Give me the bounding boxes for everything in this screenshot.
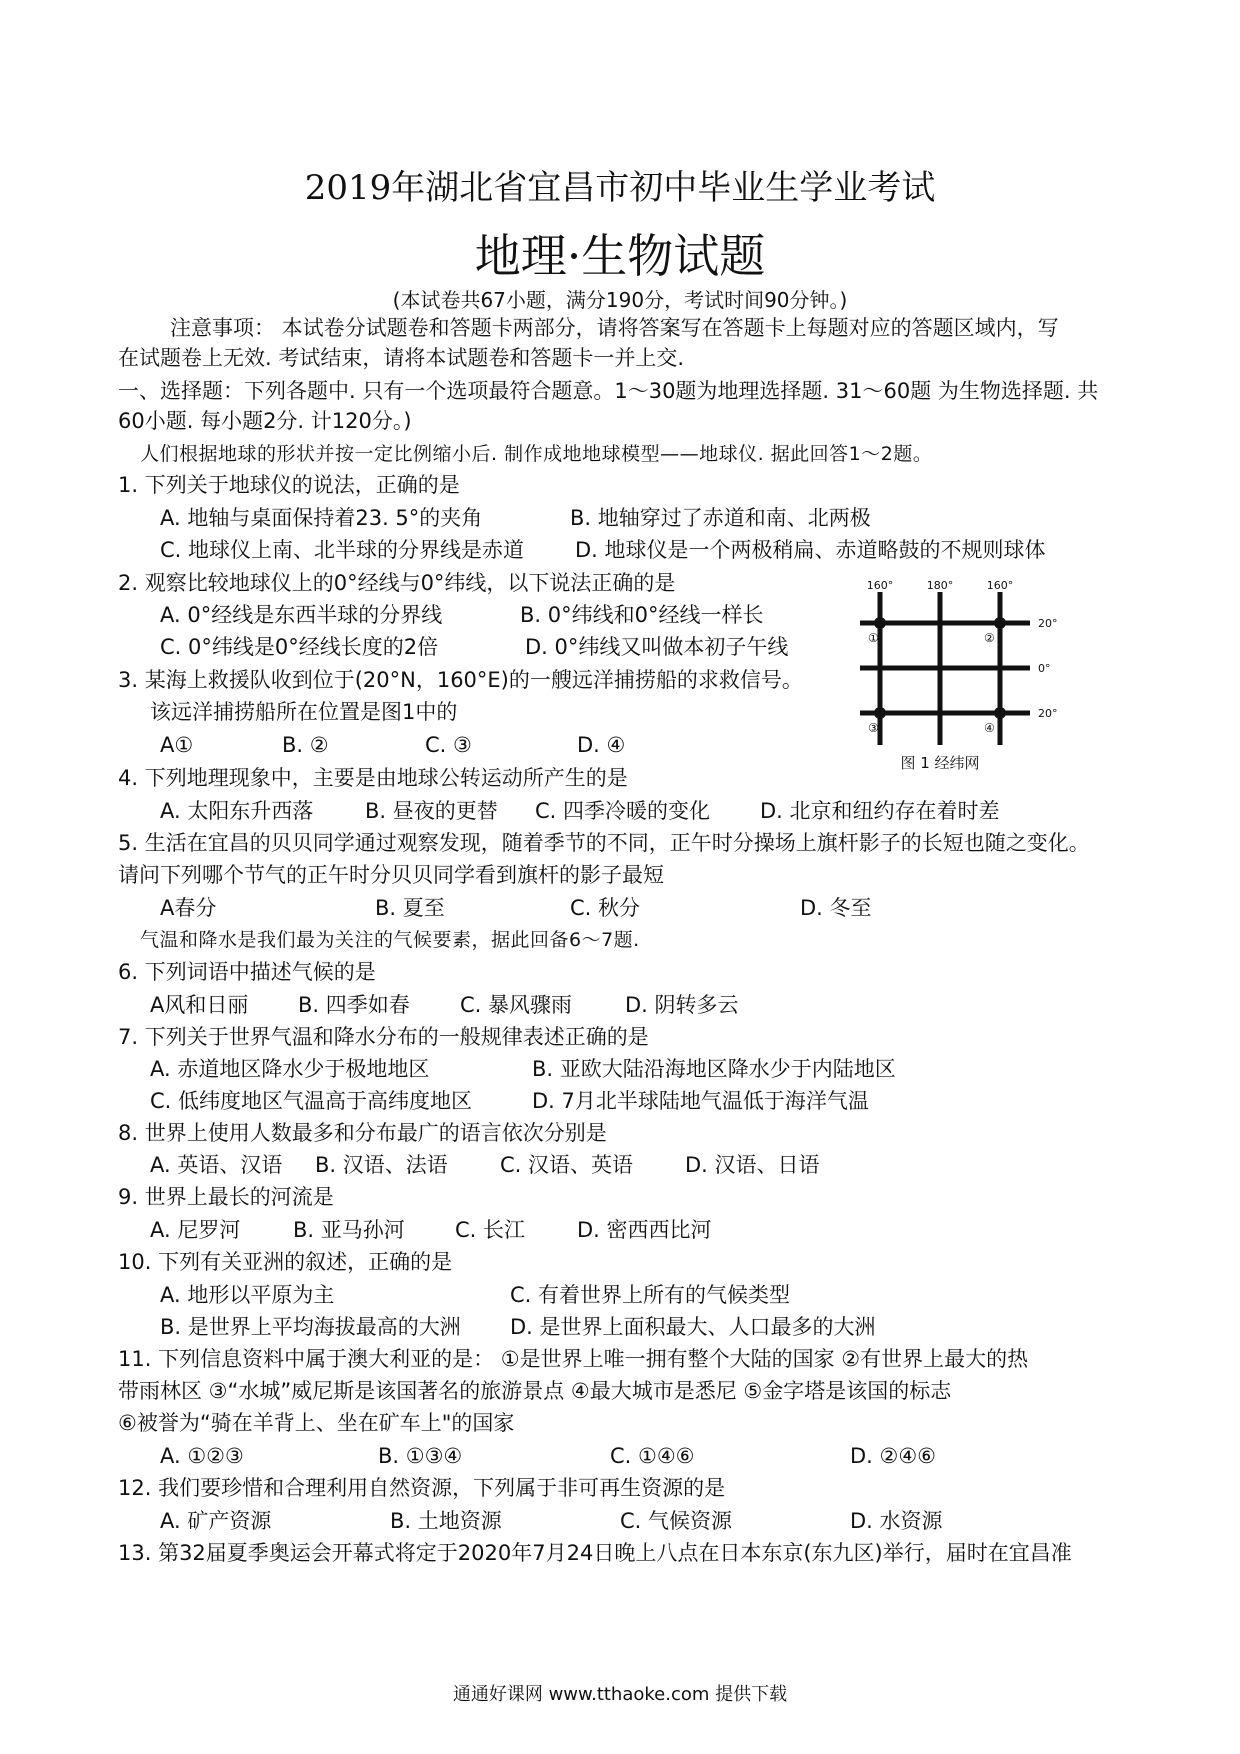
fig-marker-1: ① [868,631,879,645]
q5-stem: 5. 生活在宜昌的贝贝同学通过观察发现，随着季节的不同，正午时分操场上旗杆影子的长短也随之变化。 [118,831,1090,855]
exam-title: 2019年湖北省宜昌市初中毕业生学业考试 [304,168,936,208]
section1-line1: 一、选择题：下列各题中. 只有一个选项最符合题意。1～30题为地理选择题. 31～60题 为生物选择题. 共 [118,379,1099,403]
q12-option-c: C. 气候资源 [620,1509,733,1533]
q12-option-a: A. 矿产资源 [160,1509,272,1533]
q5-option-a: A春分 [160,896,217,920]
notice-line2: 在试题卷上无效. 考试结束，请将本试题卷和答题卡一并上交. [118,346,685,370]
q2-option-d: D. 0°纬线又叫做本初子午线 [525,635,789,659]
q11-stem3: ⑥被誉为“骑在羊背上、坐在矿车上"的国家 [118,1411,515,1435]
q3-option-b: B. ② [282,733,329,757]
q5-stem2: 请问下列哪个节气的正午时分贝贝同学看到旗杆的影子最短 [118,863,664,887]
q3-option-a: A① [160,733,194,757]
q3-stem2: 该远洋捕捞船所在位置是图1中的 [150,700,458,724]
exam-info: (本试卷共67小题，满分190分，考试时间90分钟。) [392,288,848,312]
q3-stem: 3. 某海上救援队收到位于(20°N，160°E)的一艘远洋捕捞船的求救信号。 [118,668,803,692]
q1-option-b: B. 地轴穿过了赤道和南、北两极 [570,506,871,530]
q9-option-d: D. 密西西比河 [577,1218,712,1242]
q12-option-d: D. 水资源 [850,1509,943,1533]
q12-option-b: B. 土地资源 [390,1509,502,1533]
q8-stem: 8. 世界上使用人数最多和分布最广的语言依次分别是 [118,1121,607,1145]
q10-option-a: A. 地形以平原为主 [160,1283,335,1307]
q3-option-c: C. ③ [425,733,472,757]
intro-6-7: 气温和降水是我们最为关注的气候要素，据此回备6～7题. [140,929,640,951]
q8-option-a: A. 英语、汉语 [150,1153,283,1177]
figure-1-graticule [840,580,1070,780]
section1-line2: 60小题. 每小题2分. 计120分。) [118,409,412,433]
fig-caption: 图 1 经纬网 [900,754,980,772]
exam-subject: 地理·生物试题 [474,229,766,283]
q7-option-a: A. 赤道地区降水少于极地地区 [150,1057,430,1081]
q5-option-d: D. 冬至 [800,896,872,920]
q11-option-b: B. ①③④ [378,1444,463,1468]
fig-marker-4: ④ [984,721,995,735]
q5-option-b: B. 夏至 [375,896,445,920]
q10-option-c-right: C. 有着世界上所有的气候类型 [510,1283,791,1307]
q11-stem: 11. 下列信息资料中属于澳大利亚的是： ①是世界上唯一拥有整个大陆的国家 ②有世界上最大的热 [118,1347,1029,1371]
q9-option-a: A. 尼罗河 [150,1218,241,1242]
q4-stem: 4. 下列地理现象中，主要是由地球公转运动所产生的是 [118,766,628,790]
q7-stem: 7. 下列关于世界气温和降水分布的一般规律表述正确的是 [118,1025,649,1049]
q6-option-c: C. 暴风骤雨 [460,993,573,1017]
fig-top-label-2: 180° [926,580,954,592]
q4-option-d: D. 北京和纽约存在着时差 [760,799,1000,823]
q11-option-d: D. ②④⑥ [850,1444,936,1468]
fig-top-label-1: 160° [866,580,894,592]
q4-option-b: B. 昼夜的更替 [365,799,498,823]
q7-option-d: D. 7月北半球陆地气温低于海洋气温 [532,1089,869,1113]
fig-right-label-1: 20° [1038,617,1058,630]
q8-option-d: D. 汉语、日语 [685,1153,820,1177]
q10-stem: 10. 下列有关亚洲的叙述，正确的是 [118,1250,453,1274]
fig-top-label-3: 160° [986,580,1014,592]
q13-stem: 13. 第32届夏季奥运会开幕式将定于2020年7月24日晚上八点在日本东京(东九区)举行，届时在宜昌准 [118,1541,1072,1565]
q6-option-d: D. 阴转多云 [625,993,739,1017]
notice-line1: 注意事项： 本试卷分试题卷和答题卡两部分，请将答案写在答题卡上每题对应的答题区域内，写 [170,316,1059,340]
q2-stem: 2. 观察比较地球仪上的0°经线与0°纬线，以下说法正确的是 [118,571,676,595]
q6-stem: 6. 下列词语中描述气候的是 [118,960,376,984]
q10-option-d: D. 是世界上面积最大、人口最多的大洲 [510,1315,876,1339]
q9-option-c: C. 长江 [455,1218,526,1242]
fig-marker-2: ② [984,631,995,645]
q4-option-a: A. 太阳东升西落 [160,799,314,823]
q7-option-c: C. 低纬度地区气温高于高纬度地区 [150,1089,473,1113]
q12-stem: 12. 我们要珍惜和合理利用自然资源，下列属于非可再生资源的是 [118,1476,726,1500]
q10-option-b: B. 是世界上平均海拔最高的大洲 [160,1315,461,1339]
q2-option-b: B. 0°纬线和0°经线一样长 [520,603,764,627]
q6-option-a: A风和日丽 [150,993,249,1017]
q1-option-d: D. 地球仪是一个两极稍扁、赤道略鼓的不规则球体 [575,538,1046,562]
fig-right-label-2: 0° [1038,662,1051,675]
q8-option-b: B. 汉语、法语 [315,1153,448,1177]
footer-credit: 通通好课网 www.tthaoke.com 提供下载 [452,1684,788,1705]
q9-option-b: B. 亚马孙河 [293,1218,405,1242]
q11-stem2: 带雨林区 ③“水城”威尼斯是该国著名的旅游景点 ④最大城市是悉尼 ⑤金字塔是该国的标志 [118,1379,952,1403]
intro-1-2: 人们根据地球的形状并按一定比例缩小后. 制作成地地球模型——地球仪. 据此回答1～2题。 [140,443,933,465]
q2-option-c: C. 0°纬线是0°经线长度的2倍 [160,635,439,659]
q11-option-a: A. ①②③ [160,1444,244,1468]
q4-option-c: C. 四季冷暖的变化 [535,799,711,823]
q8-option-c: C. 汉语、英语 [500,1153,634,1177]
q11-option-c: C. ①④⑥ [610,1444,695,1468]
q1-stem: 1. 下列关于地球仪的说法，正确的是 [118,473,460,497]
q9-stem: 9. 世界上最长的河流是 [118,1185,334,1209]
q1-option-a: A. 地轴与桌面保持着23. 5°的夹角 [160,506,483,530]
q2-option-a: A. 0°经线是东西半球的分界线 [160,603,443,627]
q3-option-d: D. ④ [577,733,626,757]
q6-option-b: B. 四季如春 [298,993,410,1017]
q7-option-b: B. 亚欧大陆沿海地区降水少于内陆地区 [532,1057,896,1081]
fig-marker-3: ③ [868,721,879,735]
q1-option-c: C. 地球仪上南、北半球的分界线是赤道 [160,538,525,562]
fig-right-label-3: 20° [1038,707,1058,720]
q5-option-c: C. 秋分 [570,896,641,920]
